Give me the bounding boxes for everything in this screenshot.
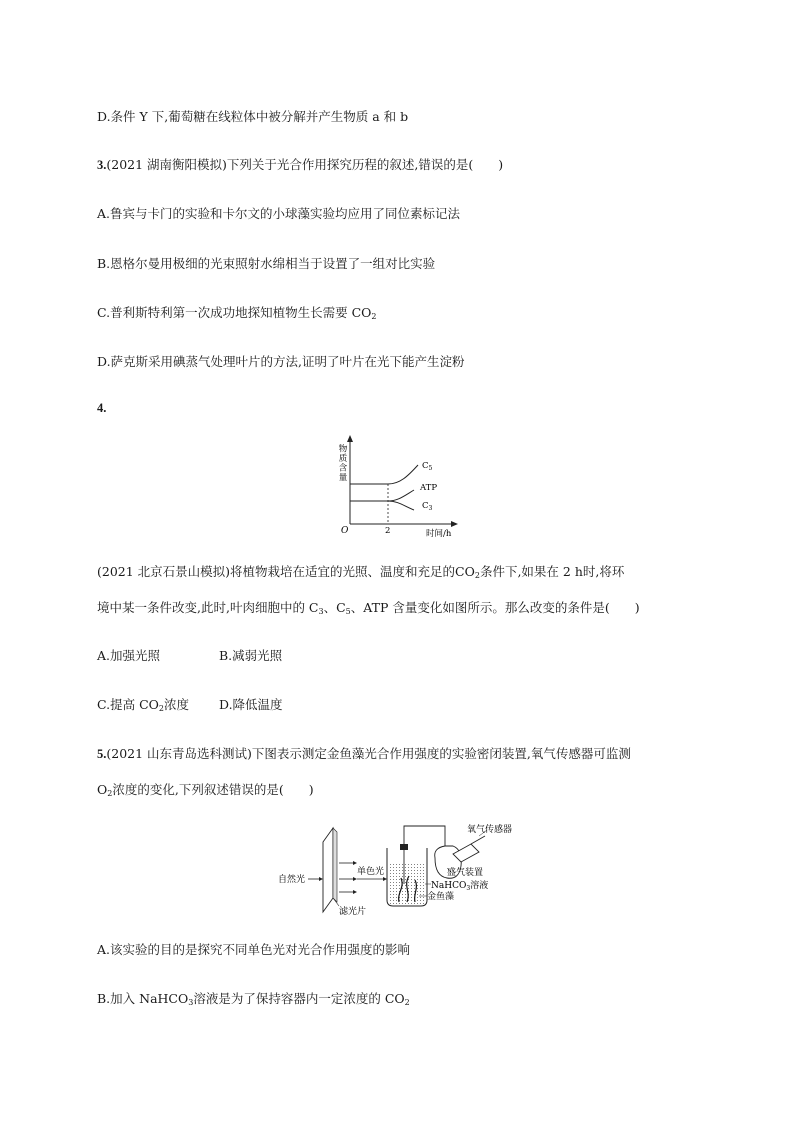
q4-stem1-sub: 2 [474,571,480,580]
q5-sensor-cable [471,836,485,844]
q4-option-c-post: 浓度 [163,697,189,712]
q5-stopper [400,844,408,850]
q5-label-algae: 金鱼藻 [427,892,455,902]
q5-ray-1-head [353,861,357,865]
q5-label-natural: 自然光 [278,875,306,885]
prev-option-d: D.条件 Y 下,葡萄糖在线粒体中被分解并产生物质 a 和 b [97,109,409,124]
q5-option-a: A.该实验的目的是探究不同单色光对光合作用强度的影响 [97,942,411,957]
q5-option-b-sub2: 2 [404,998,410,1007]
q4-x-arrow [451,521,458,527]
q3-option-d: D.萨克斯采用碘蒸气处理叶片的方法,证明了叶片在光下能产生淀粉 [97,354,465,369]
q4-stem2-post: 、ATP 含量变化如图所示。那么改变的条件是( ) [350,600,640,615]
q4-option-d: D.降低温度 [219,697,283,712]
q3-option-c [97,303,376,321]
q4-label-atp: ATP [420,483,438,493]
q5-mono-arrowhead [383,877,387,881]
q4-number-text: 4. [97,401,107,415]
q5-label-sensor: 氧气传感器 [467,825,513,835]
q4-xlabel: 时间/h [426,529,452,539]
q5-stem1: (2021 山东青岛选科测试)下图表示测定金鱼藻光合作用强度的实验密闭装置,氧气传感器可监测 [106,746,631,761]
q4-number [97,400,106,416]
q5-filter [323,828,333,912]
q4-stem1-pre: (2021 北京石景山模拟)将植物栽培在适宜的光照、温度和充足的CO [97,564,475,579]
q4-option-c-sub: 2 [158,704,164,713]
q3-option-c-text: C.普利斯特利第一次成功地探知植物生长需要 CO [97,305,372,320]
q4-option-b: B.减弱光照 [219,648,283,663]
q4-label-c3: $C_3$ [422,501,433,512]
q4-option-c [97,697,189,712]
q4-stem1-post: 条件下,如果在 2 h时,将环 [479,564,625,579]
q4-options-row1 [97,646,283,664]
q4-origin: O [341,526,349,536]
q5-natural-arrowhead [319,877,323,881]
q4-label-c5: $C_5$ [422,461,433,472]
q3-stem-text: (2021 湖南衡阳模拟)下列关于光合作用探究历程的叙述,错误的是( ) [106,157,504,172]
q5-label-gas: 盛气装置 [447,868,484,878]
q4-option-a: A.加强光照 [97,648,161,663]
q5-label-filter: 滤光片 [339,907,367,917]
q4-stem2-pre: 境中某一条件改变,此时,叶肉细胞中的 C [97,600,319,615]
q4-option-c-pre: C.提高 CO [97,697,159,712]
q5-stem-line2 [97,780,314,798]
q5-ray-2-head [353,877,357,881]
q4-ylabel: 物质含量 [337,444,347,482]
q5-option-b-sub: 3 [188,998,194,1007]
q4-stem2-mid: 、C [323,600,346,615]
q4-stem2-sub2: 5 [345,607,351,616]
q4-stem2-sub1: 3 [318,607,324,616]
q5-option-b [97,989,410,1007]
q5-number: 5. [97,747,107,761]
q4-stem-line2 [97,598,640,616]
q5-option-b-mid: 溶液是为了保持容器内一定浓度的 CO [193,991,405,1006]
q4-tick-2: 2 [385,526,391,536]
q4-figure [330,432,470,540]
q5-stem2-sub: 2 [107,789,113,798]
q5-ray-3-head [353,890,357,894]
q5-apparatus-figure [275,818,535,918]
q4-atp-curve [350,490,414,501]
q3-number: 3. [97,158,107,172]
q5-label-nahco3: NaHCO$_3$溶液 [431,881,489,892]
q4-stem-line1 [97,562,624,580]
q5-stem2-pre: O [97,782,108,797]
q5-label-mono: 单色光 [357,867,385,877]
q4-options-row2 [97,695,283,713]
q5-tube [404,826,445,848]
q3-option-c-sub: 2 [371,312,377,321]
q3-option-a: A.鲁宾与卡门的实验和卡尔文的小球藻实验均应用了同位素标记法 [97,206,461,221]
q4-c5-curve [350,465,418,484]
q5-filter-edge [333,828,337,902]
q5-stem-line1 [97,744,631,762]
q4-y-arrow [347,435,353,442]
q3-stem [97,155,503,173]
q5-option-b-pre: B.加入 NaHCO [97,991,189,1006]
q4-c3-curve [388,501,414,510]
q5-stem2-post: 浓度的变化,下列叙述错误的是( ) [112,782,314,797]
q3-option-b: B.恩格尔曼用极细的光束照射水绵相当于设置了一组对比实验 [97,256,436,271]
